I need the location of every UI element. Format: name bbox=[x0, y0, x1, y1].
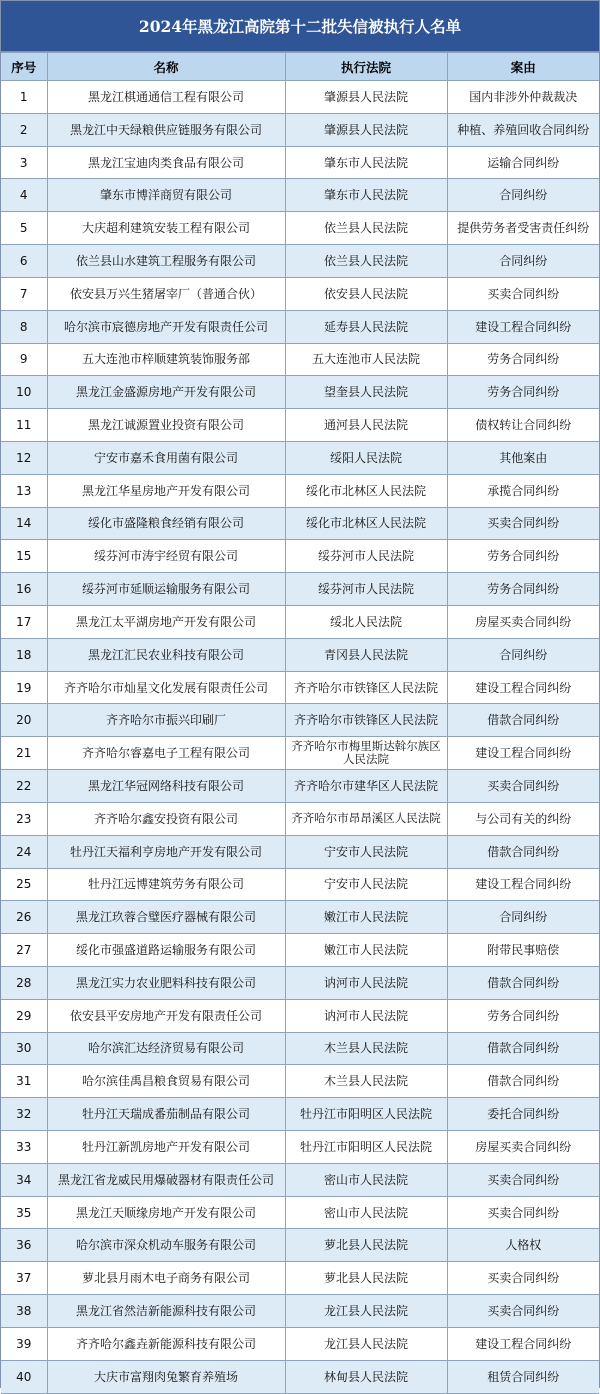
cell-cause: 买卖合同纠纷 bbox=[447, 770, 599, 803]
table-row bbox=[1, 540, 599, 573]
cell-no: 11 bbox=[1, 409, 47, 442]
cell-cause: 建设工程合同纠纷 bbox=[447, 1327, 599, 1360]
table-row bbox=[1, 1065, 599, 1098]
cell-cause: 建设工程合同纠纷 bbox=[447, 671, 599, 704]
cell-name: 五大连池市梓顺建筑装饰服务部 bbox=[47, 343, 285, 376]
cell-name: 齐齐哈尔鑫安投资有限公司 bbox=[47, 802, 285, 835]
cell-court: 密山市人民法院 bbox=[285, 1163, 447, 1196]
table-row bbox=[1, 770, 599, 803]
cell-cause: 国内非涉外仲裁裁决 bbox=[447, 81, 599, 114]
cell-court: 延寿县人民法院 bbox=[285, 310, 447, 343]
cell-no: 33 bbox=[1, 1131, 47, 1164]
table-row bbox=[1, 179, 599, 212]
table-row bbox=[1, 901, 599, 934]
table-row bbox=[1, 1327, 599, 1360]
cell-no: 19 bbox=[1, 671, 47, 704]
cell-name: 黑龙江实力农业肥料科技有限公司 bbox=[47, 966, 285, 999]
cell-court: 宁安市人民法院 bbox=[285, 835, 447, 868]
cell-no: 34 bbox=[1, 1163, 47, 1196]
cell-cause: 劳务合同纠纷 bbox=[447, 999, 599, 1032]
cell-no: 28 bbox=[1, 966, 47, 999]
cell-court: 齐齐哈尔市梅里斯达斡尔族区人民法院 bbox=[285, 737, 447, 770]
cell-cause: 承揽合同纠纷 bbox=[447, 474, 599, 507]
table-row bbox=[1, 835, 599, 868]
cell-name: 牡丹江天瑞成番茄制品有限公司 bbox=[47, 1098, 285, 1131]
cell-court: 绥芬河市人民法院 bbox=[285, 540, 447, 573]
cell-cause: 与公司有关的纠纷 bbox=[447, 802, 599, 835]
cell-court: 嫩江市人民法院 bbox=[285, 901, 447, 934]
cell-cause: 合同纠纷 bbox=[447, 245, 599, 278]
cell-court: 望奎县人民法院 bbox=[285, 376, 447, 409]
cell-no: 17 bbox=[1, 606, 47, 639]
cell-no: 22 bbox=[1, 770, 47, 803]
table-header-row bbox=[1, 53, 599, 81]
cell-cause: 租赁合同纠纷 bbox=[447, 1360, 599, 1393]
cell-name: 黑龙江华星房地产开发有限公司 bbox=[47, 474, 285, 507]
cell-name: 哈尔滨佳禹昌粮食贸易有限公司 bbox=[47, 1065, 285, 1098]
cell-no: 35 bbox=[1, 1196, 47, 1229]
cell-court: 肇源县人民法院 bbox=[285, 113, 447, 146]
cell-name: 肇东市博洋商贸有限公司 bbox=[47, 179, 285, 212]
cell-court: 肇源县人民法院 bbox=[285, 81, 447, 114]
cell-no: 40 bbox=[1, 1360, 47, 1393]
cell-name: 黑龙江棋通通信工程有限公司 bbox=[47, 81, 285, 114]
cell-cause: 种植、养殖回收合同纠纷 bbox=[447, 113, 599, 146]
cell-name: 黑龙江宝迪肉类食品有限公司 bbox=[47, 146, 285, 179]
cell-cause: 劳务合同纠纷 bbox=[447, 540, 599, 573]
table-row bbox=[1, 1360, 599, 1393]
cell-court: 依兰县人民法院 bbox=[285, 212, 447, 245]
cell-court: 龙江县人民法院 bbox=[285, 1295, 447, 1328]
table-row bbox=[1, 277, 599, 310]
cell-name: 牡丹江新凯房地产开发有限公司 bbox=[47, 1131, 285, 1164]
cell-court: 龙江县人民法院 bbox=[285, 1327, 447, 1360]
cell-no: 26 bbox=[1, 901, 47, 934]
cell-cause: 其他案由 bbox=[447, 441, 599, 474]
cell-no: 1 bbox=[1, 81, 47, 114]
cell-cause: 借款合同纠纷 bbox=[447, 966, 599, 999]
table-row bbox=[1, 638, 599, 671]
column-header-no: 序号 bbox=[1, 53, 47, 81]
cell-no: 15 bbox=[1, 540, 47, 573]
cell-no: 2 bbox=[1, 113, 47, 146]
cell-court: 齐齐哈尔市建华区人民法院 bbox=[285, 770, 447, 803]
cell-cause: 合同纠纷 bbox=[447, 179, 599, 212]
cell-no: 30 bbox=[1, 1032, 47, 1065]
table-row bbox=[1, 671, 599, 704]
cell-name: 哈尔滨市宸德房地产开发有限责任公司 bbox=[47, 310, 285, 343]
cell-cause: 借款合同纠纷 bbox=[447, 835, 599, 868]
cell-name: 依安县万兴生猪屠宰厂（普通合伙） bbox=[47, 277, 285, 310]
cell-name: 哈尔滨市深众机动车服务有限公司 bbox=[47, 1229, 285, 1262]
cell-cause: 房屋买卖合同纠纷 bbox=[447, 606, 599, 639]
cell-cause: 建设工程合同纠纷 bbox=[447, 310, 599, 343]
cell-no: 21 bbox=[1, 737, 47, 770]
cell-court: 肇东市人民法院 bbox=[285, 146, 447, 179]
cell-name: 黑龙江太平湖房地产开发有限公司 bbox=[47, 606, 285, 639]
cell-no: 4 bbox=[1, 179, 47, 212]
cell-no: 38 bbox=[1, 1295, 47, 1328]
cell-no: 18 bbox=[1, 638, 47, 671]
cell-name: 绥化市强盛道路运输服务有限公司 bbox=[47, 934, 285, 967]
cell-no: 36 bbox=[1, 1229, 47, 1262]
table-row bbox=[1, 212, 599, 245]
cell-cause: 合同纠纷 bbox=[447, 638, 599, 671]
cell-court: 宁安市人民法院 bbox=[285, 868, 447, 901]
cell-name: 齐齐哈尔睿嘉电子工程有限公司 bbox=[47, 737, 285, 770]
cell-name: 齐齐哈尔市灿星文化发展有限责任公司 bbox=[47, 671, 285, 704]
cell-name: 大庆市富翔肉兔繁育养殖场 bbox=[47, 1360, 285, 1393]
table-row bbox=[1, 146, 599, 179]
cell-court: 齐齐哈尔市昂昂溪区人民法院 bbox=[285, 802, 447, 835]
table-row bbox=[1, 507, 599, 540]
cell-name: 大庆超利建筑安装工程有限公司 bbox=[47, 212, 285, 245]
cell-no: 3 bbox=[1, 146, 47, 179]
cell-no: 8 bbox=[1, 310, 47, 343]
cell-cause: 人格权 bbox=[447, 1229, 599, 1262]
cell-name: 绥芬河市延顺运输服务有限公司 bbox=[47, 573, 285, 606]
cell-name: 宁安市嘉禾食用菌有限公司 bbox=[47, 441, 285, 474]
cell-no: 24 bbox=[1, 835, 47, 868]
cell-name: 黑龙江省龙威民用爆破器材有限责任公司 bbox=[47, 1163, 285, 1196]
table-row bbox=[1, 474, 599, 507]
table-row bbox=[1, 376, 599, 409]
cell-court: 青冈县人民法院 bbox=[285, 638, 447, 671]
cell-name: 绥化市盛隆粮食经销有限公司 bbox=[47, 507, 285, 540]
cell-cause: 附带民事赔偿 bbox=[447, 934, 599, 967]
cell-no: 39 bbox=[1, 1327, 47, 1360]
column-header-cause: 案由 bbox=[447, 53, 599, 81]
cell-name: 黑龙江诚源置业投资有限公司 bbox=[47, 409, 285, 442]
cell-no: 10 bbox=[1, 376, 47, 409]
table-row bbox=[1, 1163, 599, 1196]
cell-court: 绥化市北林区人民法院 bbox=[285, 507, 447, 540]
table-row bbox=[1, 1262, 599, 1295]
cell-cause: 房屋买卖合同纠纷 bbox=[447, 1131, 599, 1164]
cell-no: 7 bbox=[1, 277, 47, 310]
cell-court: 通河县人民法院 bbox=[285, 409, 447, 442]
cell-cause: 债权转让合同纠纷 bbox=[447, 409, 599, 442]
cell-name: 萝北县月雨木电子商务有限公司 bbox=[47, 1262, 285, 1295]
cell-court: 依安县人民法院 bbox=[285, 277, 447, 310]
cell-cause: 建设工程合同纠纷 bbox=[447, 737, 599, 770]
cell-no: 32 bbox=[1, 1098, 47, 1131]
table-row bbox=[1, 245, 599, 278]
cell-no: 16 bbox=[1, 573, 47, 606]
cell-name: 黑龙江汇民农业科技有限公司 bbox=[47, 638, 285, 671]
cell-court: 五大连池市人民法院 bbox=[285, 343, 447, 376]
cell-name: 依兰县山水建筑工程服务有限公司 bbox=[47, 245, 285, 278]
cell-no: 13 bbox=[1, 474, 47, 507]
cell-court: 密山市人民法院 bbox=[285, 1196, 447, 1229]
cell-no: 14 bbox=[1, 507, 47, 540]
cell-cause: 买卖合同纠纷 bbox=[447, 277, 599, 310]
cell-cause: 借款合同纠纷 bbox=[447, 1032, 599, 1065]
cell-cause: 买卖合同纠纷 bbox=[447, 1295, 599, 1328]
cell-court: 肇东市人民法院 bbox=[285, 179, 447, 212]
cell-name: 黑龙江中天绿粮供应链服务有限公司 bbox=[47, 113, 285, 146]
table-row bbox=[1, 310, 599, 343]
cell-court: 绥化市北林区人民法院 bbox=[285, 474, 447, 507]
cell-cause: 委托合同纠纷 bbox=[447, 1098, 599, 1131]
table-row bbox=[1, 704, 599, 737]
cell-court: 讷河市人民法院 bbox=[285, 966, 447, 999]
cell-court: 木兰县人民法院 bbox=[285, 1032, 447, 1065]
cell-court: 齐齐哈尔市铁锋区人民法院 bbox=[285, 704, 447, 737]
table-row bbox=[1, 999, 599, 1032]
column-header-court: 执行法院 bbox=[285, 53, 447, 81]
cell-no: 6 bbox=[1, 245, 47, 278]
cell-court: 牡丹江市阳明区人民法院 bbox=[285, 1131, 447, 1164]
table-row bbox=[1, 966, 599, 999]
cell-name: 黑龙江华冠网络科技有限公司 bbox=[47, 770, 285, 803]
cell-cause: 买卖合同纠纷 bbox=[447, 1262, 599, 1295]
table-row bbox=[1, 1131, 599, 1164]
cell-cause: 借款合同纠纷 bbox=[447, 704, 599, 737]
cell-no: 12 bbox=[1, 441, 47, 474]
cell-cause: 劳务合同纠纷 bbox=[447, 343, 599, 376]
cell-court: 绥阳人民法院 bbox=[285, 441, 447, 474]
cell-court: 绥芬河市人民法院 bbox=[285, 573, 447, 606]
cell-name: 黑龙江天顺缘房地产开发有限公司 bbox=[47, 1196, 285, 1229]
cell-name: 黑龙江金盛源房地产开发有限公司 bbox=[47, 376, 285, 409]
cell-name: 牡丹江天福利亨房地产开发有限公司 bbox=[47, 835, 285, 868]
cell-court: 齐齐哈尔市铁锋区人民法院 bbox=[285, 671, 447, 704]
table-row bbox=[1, 606, 599, 639]
table-row bbox=[1, 81, 599, 114]
cell-cause: 买卖合同纠纷 bbox=[447, 1163, 599, 1196]
table-body bbox=[1, 81, 599, 1394]
column-header-name: 名称 bbox=[47, 53, 285, 81]
table-row bbox=[1, 409, 599, 442]
cell-cause: 运输合同纠纷 bbox=[447, 146, 599, 179]
cell-court: 绥北人民法院 bbox=[285, 606, 447, 639]
cell-no: 27 bbox=[1, 934, 47, 967]
table-row bbox=[1, 343, 599, 376]
table-row bbox=[1, 737, 599, 770]
table-row bbox=[1, 1032, 599, 1065]
cell-cause: 建设工程合同纠纷 bbox=[447, 868, 599, 901]
table-row bbox=[1, 573, 599, 606]
cell-cause: 买卖合同纠纷 bbox=[447, 507, 599, 540]
cell-name: 黑龙江玖蓉合璧医疗器械有限公司 bbox=[47, 901, 285, 934]
cell-no: 23 bbox=[1, 802, 47, 835]
cell-no: 5 bbox=[1, 212, 47, 245]
cell-court: 牡丹江市阳明区人民法院 bbox=[285, 1098, 447, 1131]
table-row bbox=[1, 1098, 599, 1131]
cell-name: 牡丹江远博建筑劳务有限公司 bbox=[47, 868, 285, 901]
cell-cause: 买卖合同纠纷 bbox=[447, 1196, 599, 1229]
table-row bbox=[1, 113, 599, 146]
cell-court: 萝北县人民法院 bbox=[285, 1262, 447, 1295]
cell-name: 齐齐哈尔鑫垚新能源科技有限公司 bbox=[47, 1327, 285, 1360]
cell-court: 嫩江市人民法院 bbox=[285, 934, 447, 967]
cell-name: 绥芬河市涛宇经贸有限公司 bbox=[47, 540, 285, 573]
table-row bbox=[1, 802, 599, 835]
cell-name: 黑龙江省然洁新能源科技有限公司 bbox=[47, 1295, 285, 1328]
page-title: 2024年黑龙江高院第十二批失信被执行人名单 bbox=[1, 1, 599, 52]
cell-no: 25 bbox=[1, 868, 47, 901]
cell-cause: 合同纠纷 bbox=[447, 901, 599, 934]
table-row bbox=[1, 934, 599, 967]
cell-cause: 劳务合同纠纷 bbox=[447, 376, 599, 409]
cell-name: 哈尔滨汇达经济贸易有限公司 bbox=[47, 1032, 285, 1065]
cell-no: 20 bbox=[1, 704, 47, 737]
cell-court: 萝北县人民法院 bbox=[285, 1229, 447, 1262]
table-row bbox=[1, 1196, 599, 1229]
table-row bbox=[1, 441, 599, 474]
cell-no: 31 bbox=[1, 1065, 47, 1098]
cell-name: 齐齐哈尔市振兴印刷厂 bbox=[47, 704, 285, 737]
table-row bbox=[1, 1229, 599, 1262]
cell-court: 木兰县人民法院 bbox=[285, 1065, 447, 1098]
cell-court: 依兰县人民法院 bbox=[285, 245, 447, 278]
cell-no: 37 bbox=[1, 1262, 47, 1295]
cell-name: 依安县平安房地产开发有限责任公司 bbox=[47, 999, 285, 1032]
cell-cause: 提供劳务者受害责任纠纷 bbox=[447, 212, 599, 245]
table-row bbox=[1, 868, 599, 901]
cell-no: 9 bbox=[1, 343, 47, 376]
table-row bbox=[1, 1295, 599, 1328]
cell-court: 讷河市人民法院 bbox=[285, 999, 447, 1032]
blacklist-table bbox=[1, 52, 599, 1394]
cell-court: 林甸县人民法院 bbox=[285, 1360, 447, 1393]
cell-cause: 借款合同纠纷 bbox=[447, 1065, 599, 1098]
cell-no: 29 bbox=[1, 999, 47, 1032]
cell-cause: 劳务合同纠纷 bbox=[447, 573, 599, 606]
